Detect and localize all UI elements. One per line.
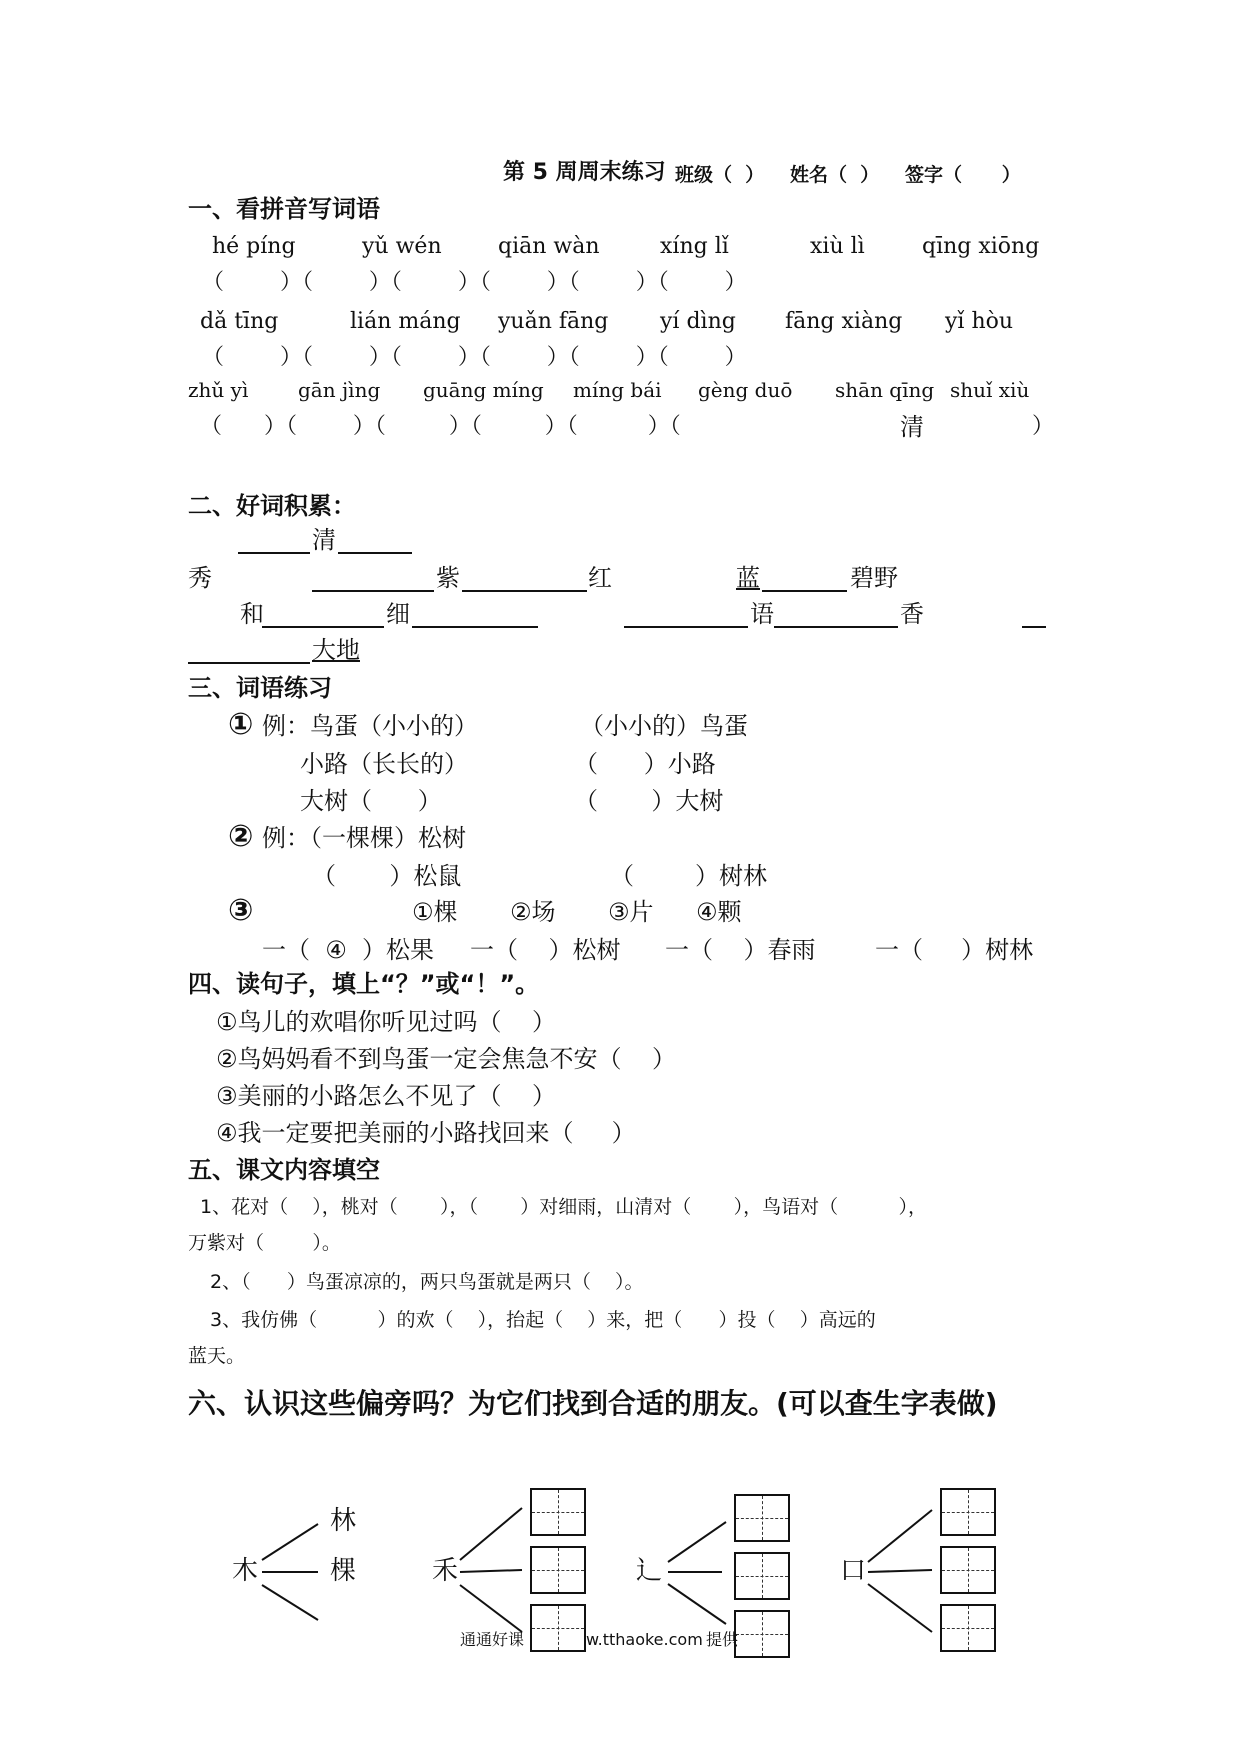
pinyin: shuǐ xiù (950, 378, 1030, 402)
word-char: 语 (750, 600, 774, 628)
num-1: ① (228, 707, 254, 742)
section-6-title: 六、认识这些偏旁吗？为它们找到合适的朋友。(可以查生字表做) (188, 1387, 998, 1420)
section-1-title: 一、看拼音写词语 (188, 195, 380, 223)
answer-parens[interactable]: （ ）（ ）（ ）（ ）（ ）（ ） (202, 270, 747, 295)
writing-box[interactable] (530, 1604, 586, 1652)
section-2-title: 二、好词积累： (188, 492, 356, 520)
pinyin: qīng xiōng (922, 234, 1040, 259)
word-char: 秀 (188, 564, 212, 592)
fill-question[interactable]: 3、我仿佛（ ）的欢（ ），抬起（ ）来，把（ ）投（ ）高远的 (210, 1309, 876, 1331)
option: ④颗 (696, 898, 742, 926)
sentence-item[interactable]: ①鸟儿的欢唱你听见过吗（ ） (216, 1008, 557, 1036)
radical: 口 (840, 1556, 867, 1586)
sentence-item[interactable]: ②鸟妈妈看不到鸟蛋一定会焦急不安（ ） (216, 1045, 677, 1073)
exercise-line[interactable]: （ ）小路 (574, 750, 716, 778)
pinyin: xiù lì (810, 234, 865, 259)
radical: 辶 (636, 1556, 663, 1586)
option: ③片 (608, 898, 654, 926)
option: ②场 (510, 898, 556, 926)
pinyin: dǎ tīng (200, 309, 279, 334)
pinyin: hé píng (212, 234, 296, 259)
writing-box[interactable] (530, 1546, 586, 1594)
fill-question: 蓝天。 (188, 1345, 246, 1367)
measure-fill[interactable]: 一（ ）树林 (875, 936, 1034, 964)
fill-question[interactable]: 1、花对（ ），桃对（ ），（ ）对细雨，山清对（ ），鸟语对（ ）， (200, 1196, 927, 1218)
word-char: 红 (588, 564, 612, 592)
exercise-line[interactable]: （ ）大树 (574, 787, 724, 815)
exercise-line[interactable]: （ ）树林 (610, 862, 768, 890)
section-5-title: 五、课文内容填空 (188, 1156, 380, 1184)
fill-question[interactable]: 2、（ ）鸟蛋凉凉的，两只鸟蛋就是两只（ ）。 (210, 1271, 644, 1293)
name-label: 姓名（ ） (790, 164, 880, 186)
option: ①棵 (412, 898, 458, 926)
writing-box[interactable] (734, 1494, 790, 1542)
pinyin: xíng lǐ (660, 234, 729, 259)
pinyin: míng bái (573, 378, 662, 402)
num-2: ② (228, 819, 254, 854)
friend-char: 林 (330, 1506, 357, 1536)
pinyin: yuǎn fāng (498, 309, 609, 334)
word-char: 蓝 (736, 564, 760, 592)
word-char: 碧野 (850, 564, 898, 592)
exercise-line[interactable]: （ ）松鼠 (312, 862, 462, 890)
answer-parens[interactable]: （ ）（ ）（ ）（ ）（ ）（ ） (202, 345, 747, 370)
friend-char: 棵 (330, 1556, 357, 1586)
measure-fill[interactable]: 一（ ）春雨 (665, 936, 816, 964)
example-line: （小小的）鸟蛋 (580, 712, 748, 740)
example-line: 例：（一棵棵）松树 (262, 824, 466, 852)
sentence-item[interactable]: ④我一定要把美丽的小路找回来（ ） (216, 1119, 636, 1147)
writing-box[interactable] (734, 1610, 790, 1658)
footer-left: 通通好课 (460, 1630, 525, 1649)
writing-box[interactable] (530, 1488, 586, 1536)
pinyin: shān qīng (835, 378, 935, 402)
sentence-item[interactable]: ③美丽的小路怎么不见了（ ） (216, 1082, 557, 1110)
writing-box[interactable] (734, 1552, 790, 1600)
pinyin: yí dìng (660, 309, 736, 334)
footer-url[interactable]: w.tthaoke.com (586, 1630, 703, 1649)
class-label: 班级（ ） (675, 164, 765, 186)
word-char: 细 (386, 600, 410, 628)
footer-right: 提供 (706, 1630, 739, 1649)
radical: 禾 (432, 1556, 459, 1586)
word-char: 大地 (312, 636, 360, 664)
writing-box[interactable] (940, 1604, 996, 1652)
hint-char: 清 (900, 413, 924, 441)
section-3-title: 三、词语练习 (188, 674, 332, 702)
radical: 木 (232, 1556, 259, 1586)
fill-question[interactable]: 万紫对（ ）。 (188, 1232, 341, 1254)
answer-parens[interactable]: （ ）（ ）（ ）（ ）（ ）（ (200, 414, 681, 439)
writing-box[interactable] (940, 1546, 996, 1594)
pinyin: qiān wàn (498, 234, 600, 259)
pinyin: gèng duō (698, 378, 793, 402)
pinyin: gān jìng (298, 378, 381, 402)
example-line: 例：鸟蛋（小小的） (262, 712, 478, 740)
num-3: ③ (228, 893, 254, 928)
pinyin: guāng míng (423, 378, 544, 402)
worksheet-title: 第 5 周周末练习 (503, 160, 666, 185)
word-char: 清 (312, 526, 336, 554)
exercise-line[interactable]: 大树（ ） (300, 787, 442, 815)
pinyin: yǐ hòu (945, 309, 1014, 334)
section-4-title: 四、读句子，填上“？”或“！”。 (188, 970, 540, 998)
pinyin: lián máng (350, 309, 461, 334)
measure-fill[interactable]: 一（ ）松树 (470, 936, 621, 964)
pinyin: yǔ wén (362, 234, 442, 259)
word-char: 紫 (436, 564, 460, 592)
sign-label: 签字（ ） (905, 164, 1021, 186)
answer-parens: ） (1032, 414, 1055, 439)
pinyin: fāng xiàng (785, 309, 903, 334)
pinyin: zhǔ yì (188, 378, 249, 402)
word-char: 香 (900, 600, 924, 628)
exercise-line: 小路（长长的） (300, 750, 468, 778)
measure-fill[interactable]: 一（ ④ ）松果 (262, 936, 435, 964)
word-char: 和 (240, 600, 264, 628)
writing-box[interactable] (940, 1488, 996, 1536)
